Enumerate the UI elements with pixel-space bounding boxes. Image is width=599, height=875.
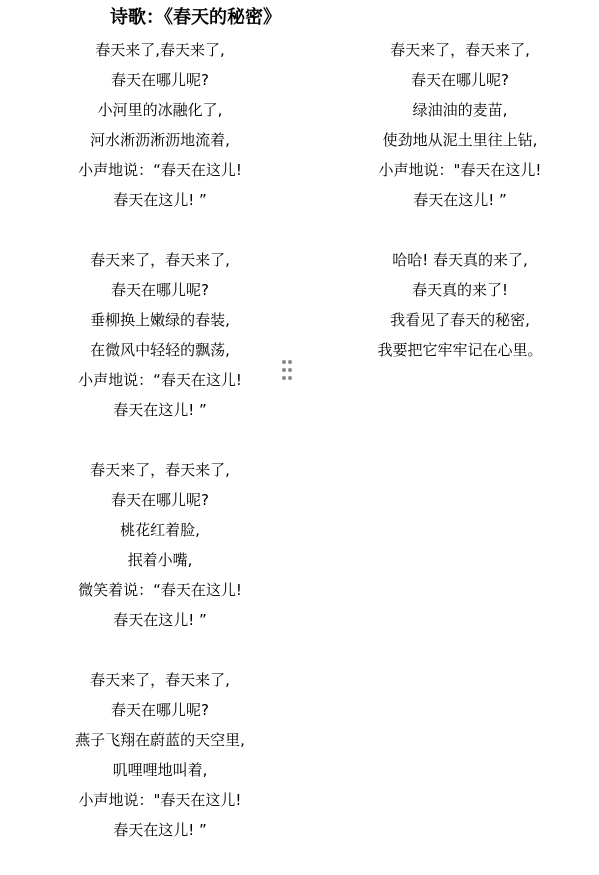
poem-line: 春天来了,春天来了, — [95, 41, 225, 59]
poem-line: 燕子飞翔在蔚蓝的天空里, — [75, 731, 245, 749]
poem-line: 春天来了，春天来了, — [90, 251, 230, 269]
stanza — [40, 455, 280, 635]
poem-line: 春天在这儿! ” — [113, 611, 207, 629]
poem-line: 春天在哪儿呢? — [111, 701, 209, 719]
stanza — [40, 245, 280, 425]
stanza — [40, 665, 280, 845]
poem-line: 抿着小嘴, — [127, 551, 193, 569]
poem-line: 桃花红着脸, — [120, 521, 200, 539]
poem-line: 春天来了，春天来了, — [90, 461, 230, 479]
left-column — [40, 35, 280, 875]
poem-line: 小声地说："春天在这儿! — [78, 791, 242, 809]
stanza — [40, 35, 280, 215]
poem-line: 春天在哪儿呢? — [111, 281, 209, 299]
poem-line: 小声地说："春天在这儿! — [378, 161, 542, 179]
poem-line: 春天在哪儿呢? — [411, 71, 509, 89]
poem-title: 诗歌：《春天的秘密》 — [110, 7, 281, 28]
poem-line: 垂柳换上嫩绿的春装, — [90, 311, 230, 329]
poem-line: 春天来了，春天来了, — [90, 671, 230, 689]
poem-line: 哈哈! 春天真的来了, — [392, 251, 528, 269]
poem-line: 春天真的来了! — [411, 281, 508, 299]
poem-line: 在微风中轻轻的飘荡, — [90, 341, 230, 359]
poem-line: 春天在这儿! ” — [113, 401, 207, 419]
poem-line: 我要把它牢牢记在心里。 — [377, 341, 543, 359]
poem-line: 使劲地从泥土里往上钻, — [382, 131, 538, 149]
poem-line: 春天在哪儿呢? — [111, 71, 209, 89]
poem-line: 绿油油的麦苗, — [412, 101, 508, 119]
drag-handle-icon[interactable] — [280, 359, 294, 381]
poem-line: 我看见了春天的秘密, — [390, 311, 530, 329]
poem-line: 小声地说：“春天在这儿! — [78, 371, 242, 389]
poem-line: 河水淅沥淅沥地流着, — [90, 131, 230, 149]
poem-line: 春天来了，春天来了, — [390, 41, 530, 59]
poem-line: 小声地说：“春天在这儿! — [78, 161, 242, 179]
right-column — [350, 35, 570, 395]
poem-line: 春天在这儿! ” — [113, 821, 207, 839]
poem-line: 叽哩哩地叫着, — [112, 761, 208, 779]
poem-line: 春天在这儿! ” — [413, 191, 507, 209]
stanza — [350, 35, 570, 215]
poem-line: 微笑着说：“春天在这儿! — [78, 581, 242, 599]
poem-line: 春天在哪儿呢? — [111, 491, 209, 509]
poem-line: 春天在这儿! ” — [113, 191, 207, 209]
stanza — [350, 245, 570, 365]
poem-line: 小河里的冰融化了, — [97, 101, 223, 119]
